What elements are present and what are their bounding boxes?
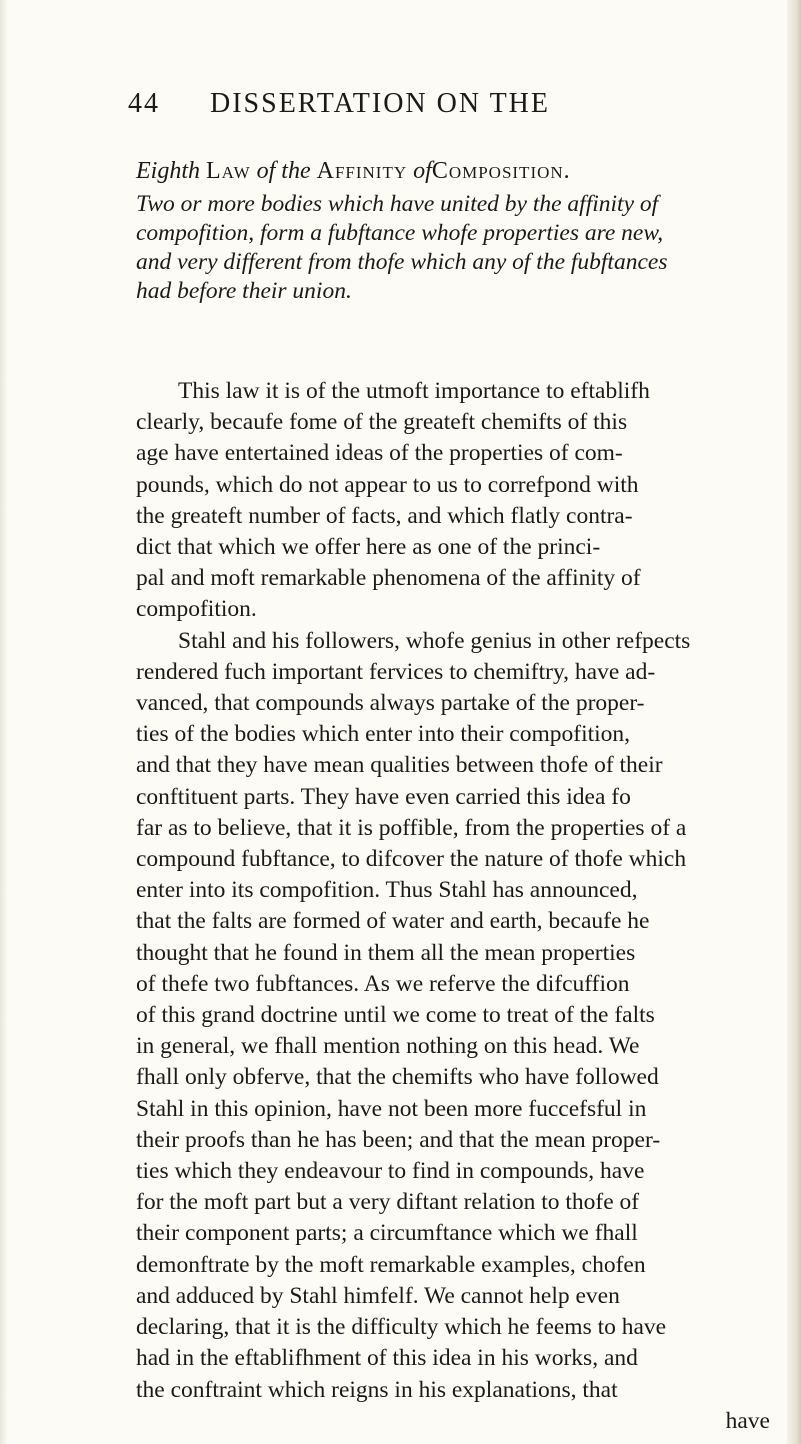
- heading-composition: Composition.: [431, 158, 571, 184]
- body-line: the greateft number of facts, and which flatly contra-: [136, 502, 633, 529]
- body-text: [136, 376, 776, 1437]
- running-title: DISSERTATION ON THE: [210, 88, 550, 119]
- heading-affinity: Affinity: [316, 158, 408, 184]
- statement-line: Two or more bodies which have united by the affinity of: [136, 191, 659, 217]
- body-line: their proofs than he has been; and that the mean proper-: [136, 1126, 661, 1153]
- heading-of-the: of the: [256, 158, 311, 184]
- body-line: compofition.: [136, 596, 257, 623]
- body-line: thought that he found in them all the mean properties: [136, 939, 636, 966]
- body-line: demonftrate by the moft remarkable examples, chofen: [136, 1251, 646, 1278]
- statement-line: and very different from thofe which any of the fubftances: [136, 249, 668, 275]
- running-header: [128, 88, 688, 132]
- body-line: the conftraint which reigns in his explanations, that: [136, 1376, 618, 1403]
- heading-law: Law: [206, 158, 251, 184]
- body-line: rendered fuch important fervices to chemiftry, have ad-: [136, 658, 656, 685]
- body-line: and adduced by Stahl himfelf. We cannot help even: [136, 1282, 620, 1309]
- statement-line: compofition, form a fubftance whofe properties are new,: [136, 220, 664, 246]
- body-line: pounds, which do not appear to us to correfpond with: [136, 471, 639, 498]
- body-line: This law it is of the utmoft importance to eftablifh: [178, 378, 650, 404]
- body-line: pal and moft remarkable phenomena of the affinity of: [136, 565, 641, 592]
- body-line: that the falts are formed of water and earth, becaufe he: [136, 908, 650, 935]
- body-line: had in the eftablifhment of this idea in his works, and: [136, 1345, 638, 1372]
- body-line: compound fubftance, to difcover the nature of thofe which: [136, 846, 687, 873]
- page-edge: [787, 0, 801, 1444]
- page-gutter-shadow: [0, 0, 8, 1444]
- body-line: in general, we fhall mention nothing on this head. We: [136, 1033, 640, 1060]
- body-line: fhall only obferve, that the chemifts who have followed: [136, 1064, 659, 1091]
- law-statement: [136, 190, 776, 306]
- page-number: 44: [128, 88, 160, 119]
- body-line: conftituent parts. They have even carried this idea fo: [136, 783, 631, 810]
- body-line: clearly, becaufe fome of the greateft chemifts of this: [136, 409, 628, 436]
- body-line: vanced, that compounds always partake of the proper-: [136, 690, 645, 717]
- body-line: Stahl and his followers, whofe genius in other refpects: [178, 627, 691, 654]
- body-line: ties of the bodies which enter into their compofition,: [136, 721, 631, 748]
- body-line: of this grand doctrine until we come to treat of the falts: [136, 1002, 655, 1029]
- body-line: for the moft part but a very diftant relation to thofe of: [136, 1189, 640, 1216]
- body-line: dict that which we offer here as one of the princi-: [136, 534, 601, 561]
- body-line: of thefe two fubftances. As we referve the difcuffion: [136, 970, 630, 997]
- heading-of: of: [413, 158, 432, 184]
- body-line: ties which they endeavour to find in compounds, have: [136, 1158, 645, 1185]
- body-line: Stahl in this opinion, have not been more fuccefsful in: [136, 1095, 647, 1122]
- law-heading: [136, 158, 756, 185]
- body-line: declaring, that it is the difficulty which he feems to have: [136, 1314, 667, 1341]
- statement-line: had before their union.: [136, 278, 352, 304]
- body-line: and that they have mean qualities between thofe of their: [136, 752, 663, 779]
- body-line: enter into its compofition. Thus Stahl has announced,: [136, 877, 638, 904]
- heading-ordinal: Eighth: [136, 158, 200, 184]
- body-line: their component parts; a circumftance which we fhall: [136, 1220, 638, 1247]
- catchword: have: [725, 1407, 770, 1434]
- body-line: far as to believe, that it is poffible, from the properties of a: [136, 814, 687, 841]
- body-line: age have entertained ideas of the properties of com-: [136, 440, 623, 467]
